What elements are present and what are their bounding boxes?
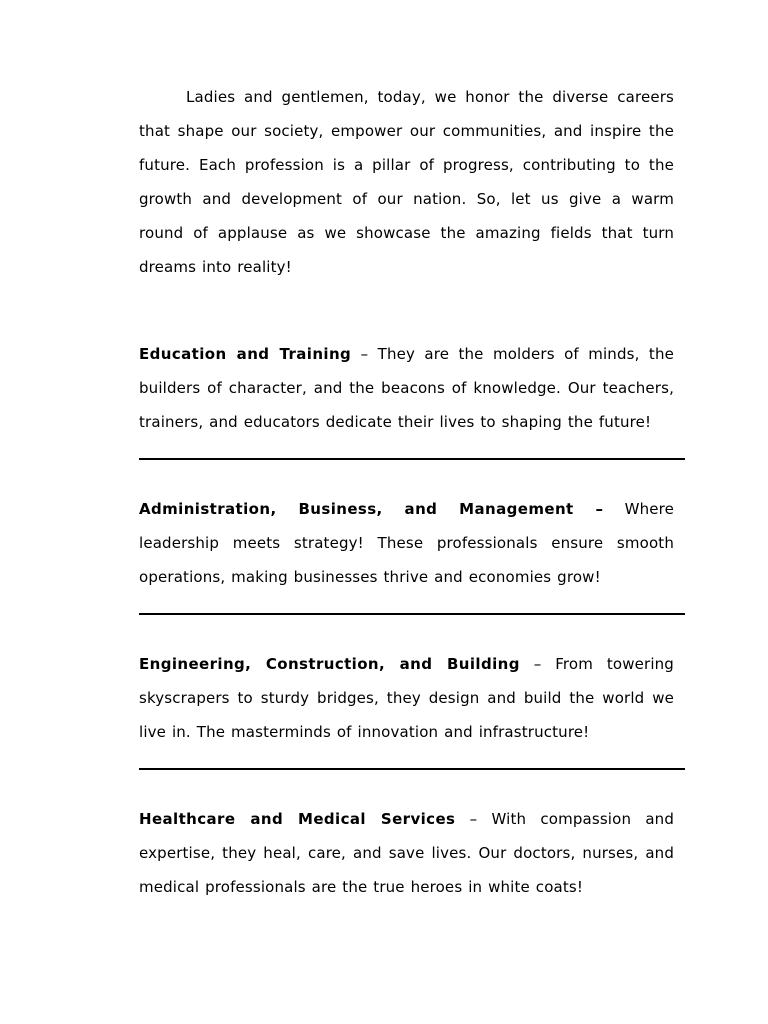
section-paragraph <box>139 492 674 594</box>
section-text: With compassion and expertise, they heal, care, and save lives. Our doctors, nurses, and medical professionals are the true heroes in white coats! <box>139 810 674 896</box>
section-divider <box>139 768 685 770</box>
section-paragraph <box>139 647 674 749</box>
document-page <box>139 80 674 904</box>
section-heading: Engineering, Construction, and Building <box>139 655 520 673</box>
section-administration <box>139 492 674 594</box>
section-paragraph <box>139 337 674 439</box>
section-heading: Administration, Business, and Management – <box>139 500 604 518</box>
section-heading: Education and Training <box>139 345 352 363</box>
section-divider <box>139 613 685 615</box>
section-text: Where leadership meets strategy! These professionals ensure smooth operations, making businesses thrive and economies grow! <box>139 500 674 586</box>
section-education <box>139 337 674 439</box>
section-paragraph <box>139 802 674 904</box>
section-engineering <box>139 647 674 749</box>
section-healthcare <box>139 802 674 904</box>
intro-paragraph: Ladies and gentlemen, today, we honor the diverse careers that shape our society, empower our communities, and inspire the future. Each profession is a pillar of progress, contributing to the growth and development of our nation. So, let us give a warm round of applause as we showcase the amazing fields that turn dreams into reality! <box>139 88 674 276</box>
section-dash: – <box>519 655 556 673</box>
section-dash: – <box>351 345 378 363</box>
section-text: From towering skyscrapers to sturdy bridges, they design and build the world we live in. The masterminds of innovation and infrastructure! <box>139 655 674 741</box>
section-heading: Healthcare and Medical Services <box>139 810 456 828</box>
section-text: They are the molders of minds, the builders of character, and the beacons of knowledge. Our teachers, trainers, and educators dedicate their lives to shaping the future! <box>139 345 674 431</box>
section-dash <box>603 500 624 518</box>
section-dash: – <box>455 810 492 828</box>
section-divider <box>139 458 685 460</box>
